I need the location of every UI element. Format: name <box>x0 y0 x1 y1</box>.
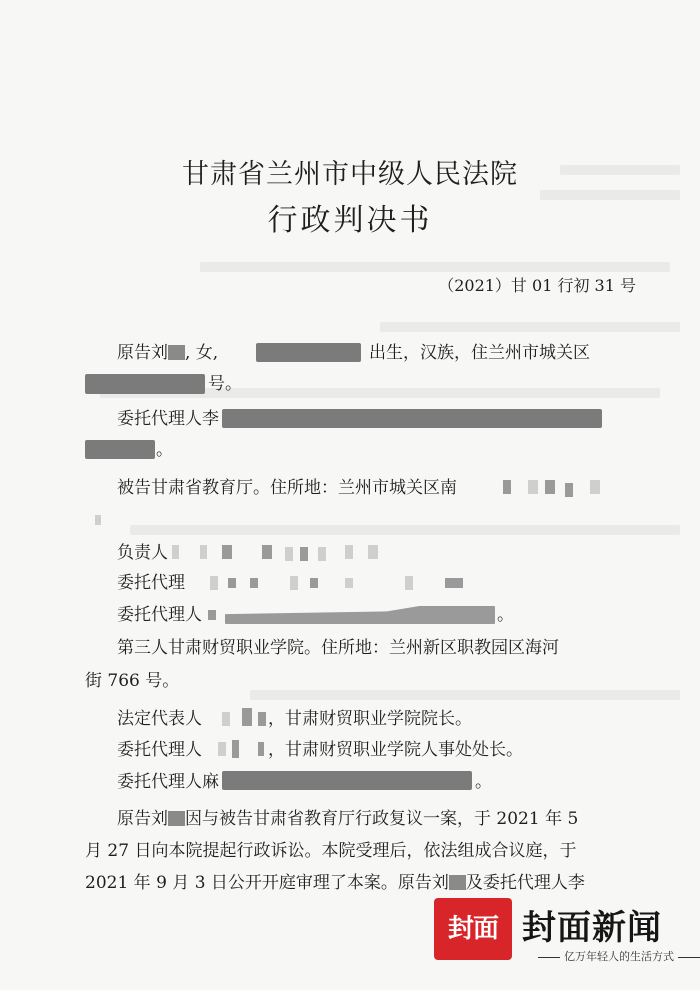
redaction-block <box>222 771 472 790</box>
paragraph-line-1 <box>117 808 578 830</box>
redaction-pixel <box>368 545 378 559</box>
redaction-pixel <box>445 578 463 588</box>
cover-news-slogan <box>534 948 700 964</box>
redaction-pixel <box>310 578 318 588</box>
plaintiff-agent-end: 。 <box>156 440 173 460</box>
legal-rep-title: ，甘肃财贸职业学院院长。 <box>268 709 472 729</box>
plaintiff-address-end: 号。 <box>208 374 242 394</box>
redaction-block <box>225 606 495 624</box>
plaintiff-gender: , 女, <box>185 343 219 363</box>
redaction-pixel <box>218 742 226 756</box>
redaction-pixel <box>503 480 511 494</box>
redaction-pixel <box>318 547 326 561</box>
redaction-pixel <box>405 576 413 590</box>
defendant-line: 被告甘肃省教育厅。住所地：兰州市城关区南 <box>117 478 457 498</box>
defendant-agent2-end: 。 <box>497 605 514 625</box>
paragraph-line-2: 月 27 日向本院提起行政诉讼。本院受理后，依法组成合议庭，于 <box>85 841 577 861</box>
redaction-pixel <box>210 576 218 590</box>
bleed-through-mark <box>130 525 680 535</box>
cover-news-badge: 封面 <box>434 898 512 960</box>
redaction-pixel <box>172 545 179 559</box>
redaction-block <box>168 345 185 360</box>
defendant-agent2-label: 委托代理人 <box>117 605 202 625</box>
redaction-pixel <box>222 545 232 559</box>
third-party-agent1-title: ，甘肃财贸职业学院人事处处长。 <box>268 740 523 760</box>
paragraph-text: 因与被告甘肃省教育厅行政复议一案，于 2021 年 5 <box>185 809 579 829</box>
redaction-pixel <box>345 578 353 588</box>
paragraph-text: 2021 年 9 月 3 日公开开庭审理了本案。原告刘 <box>85 873 449 893</box>
redaction-block <box>85 374 205 394</box>
redaction-pixel <box>300 547 308 561</box>
third-party-line-2: 街 766 号。 <box>85 671 180 691</box>
court-name: 甘肃省兰州市中级人民法院 <box>182 159 518 190</box>
bleed-through-mark <box>250 690 680 700</box>
redaction-pixel <box>528 480 538 494</box>
document-title: 行政判决书 <box>267 203 433 238</box>
third-party-agent2-label: 委托代理人麻 <box>117 772 219 792</box>
legal-rep-label: 法定代表人 <box>117 709 202 729</box>
plaintiff-label: 原告刘 <box>117 343 168 363</box>
third-party-line: 第三人甘肃财贸职业学院。住所地：兰州新区职教园区海河 <box>117 638 559 658</box>
redaction-pixel <box>232 740 239 758</box>
redaction-block <box>256 343 361 362</box>
plaintiff-birth: 出生，汉族，住兰州市城关区 <box>369 343 590 363</box>
redaction-block <box>168 811 185 826</box>
redaction-pixel <box>200 545 207 559</box>
bleed-through-mark <box>380 322 680 332</box>
redaction-pixel <box>290 576 298 590</box>
paragraph-line-3 <box>85 872 585 894</box>
redaction-pixel <box>258 742 264 756</box>
redaction-pixel <box>258 712 266 726</box>
redaction-pixel <box>222 712 230 726</box>
cover-news-watermark <box>430 892 700 990</box>
redaction-pixel <box>95 515 101 525</box>
paragraph-text: 及委托代理人李 <box>465 873 585 893</box>
redaction-pixel <box>565 483 573 497</box>
third-party-agent2-end: 。 <box>475 772 492 792</box>
redaction-pixel <box>242 708 252 726</box>
redaction-block <box>85 440 155 459</box>
redaction-pixel <box>208 610 216 620</box>
redaction-block <box>449 875 466 890</box>
slogan-text: 亿万年轻人的生活方式 <box>564 950 674 963</box>
redaction-pixel <box>228 578 236 588</box>
bleed-through-mark <box>200 262 670 272</box>
cover-news-name: 封面新闻 <box>522 908 662 948</box>
paragraph-text: 原告刘 <box>117 809 168 829</box>
redaction-pixel <box>285 547 293 561</box>
defendant-head-label: 负责人 <box>117 543 168 563</box>
redaction-pixel <box>250 578 258 588</box>
redaction-block <box>222 409 602 428</box>
third-party-agent1-label: 委托代理人 <box>117 740 202 760</box>
redaction-pixel <box>545 480 555 494</box>
plaintiff-line <box>117 342 218 364</box>
plaintiff-agent-label: 委托代理人李 <box>117 409 219 429</box>
case-number: （2021）甘 01 行初 31 号 <box>438 276 636 295</box>
defendant-agent1-label: 委托代理 <box>117 573 185 593</box>
redaction-pixel <box>590 480 600 494</box>
redaction-pixel <box>262 545 272 559</box>
redaction-pixel <box>345 545 353 559</box>
